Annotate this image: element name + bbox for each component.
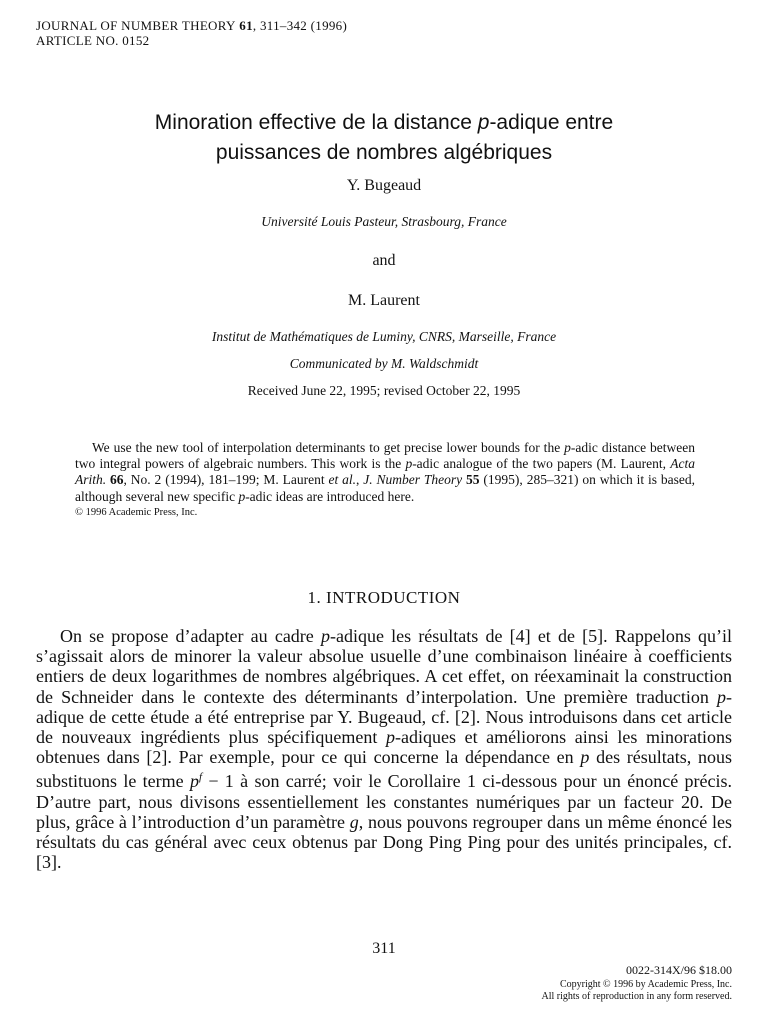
author-2: M. Laurent [348, 292, 420, 309]
section-heading: 1. INTRODUCTION [307, 588, 461, 607]
introduction-paragraph: On se propose d’adapter au cadre p-adique les résultats de [4] et de [5]. Rappelons qu’il s’agissait alors de minorer la valeur absolue usuelle d’une combinaison linéaire à coefficients entiers de deux logarithmes de nombres algébriques. A cet effet, on réexaminait la construction de Schneider dans le contexte des déterminants d’interpolation. Une première traduction p-adique de cette étude a été entreprise par Y. Bugeaud, cf. [2]. Nous introduisons dans cet article de nouveaux ingrédients plus spécifiquement p-adiques et améliorons ainsi les minorations obtenues dans [2]. Par exemple, pour ce qui concerne la dépendance en p des résultats, nous substituons le terme $p^f - 1$ à son carré; voir le Corollaire 1 ci-dessous pour un énoncé précis. D’autre part, nous divisons essentiellement les constantes numériques par un facteur 20. De plus, grâce à l’introduction d’un paramètre g, nous pouvons regrouper dans un même énoncé les résultats du cas général avec ceux obtenus par Dong Ping Ping pour des unités principales, cf. [3]. [36, 626, 733, 873]
footer-copyright: Copyright © 1996 by Academic Press, Inc. [559, 979, 732, 990]
abstract-copyright: © 1996 Academic Press, Inc. [75, 506, 198, 518]
affiliation-1: Université Louis Pasteur, Strasbourg, France [261, 214, 507, 229]
abstract: We use the new tool of interpolation determinants to get precise lower bounds for the p-adic distance between two integral powers of algebraic numbers. This work is the p-adic analogue of the two papers (M. Laurent, Acta Arith. 66, No. 2 (1994), 181–199; M. Laurent et al., J. Number Theory 55 (1995), 285–321) on which it is based, although several new specific p-adic ideas are introduced here. © 1996 Academic Press, Inc. [75, 440, 695, 521]
journal-header [36, 18, 347, 48]
journal-citation-line: JOURNAL OF NUMBER THEORY 61, 311–342 (1996) [36, 18, 348, 33]
journal-volume: 61 [239, 18, 253, 33]
article-number: ARTICLE NO. 0152 [36, 33, 150, 48]
issn-price: 0022-314X/96 $18.00 [626, 963, 732, 977]
footer-block [541, 962, 732, 1002]
author-1: Y. Bugeaud [346, 177, 422, 194]
title-line-1: Minoration effective de la distance p-adique entre [154, 111, 614, 134]
paper-title [0, 108, 768, 168]
footer-rights: All rights of reproduction in any form reserved. [541, 990, 732, 1002]
communicated-by: Communicated by M. Waldschmidt [289, 356, 479, 371]
page-number: 311 [372, 940, 396, 957]
received-dates: Received June 22, 1995; revised October 22, 1995 [247, 383, 521, 398]
title-line-2: puissances de nombres algébriques [215, 141, 553, 164]
affiliation-2: Institut de Mathématiques de Luminy, CNRS, Marseille, France [211, 329, 557, 344]
conjunction-and: and [372, 252, 396, 269]
